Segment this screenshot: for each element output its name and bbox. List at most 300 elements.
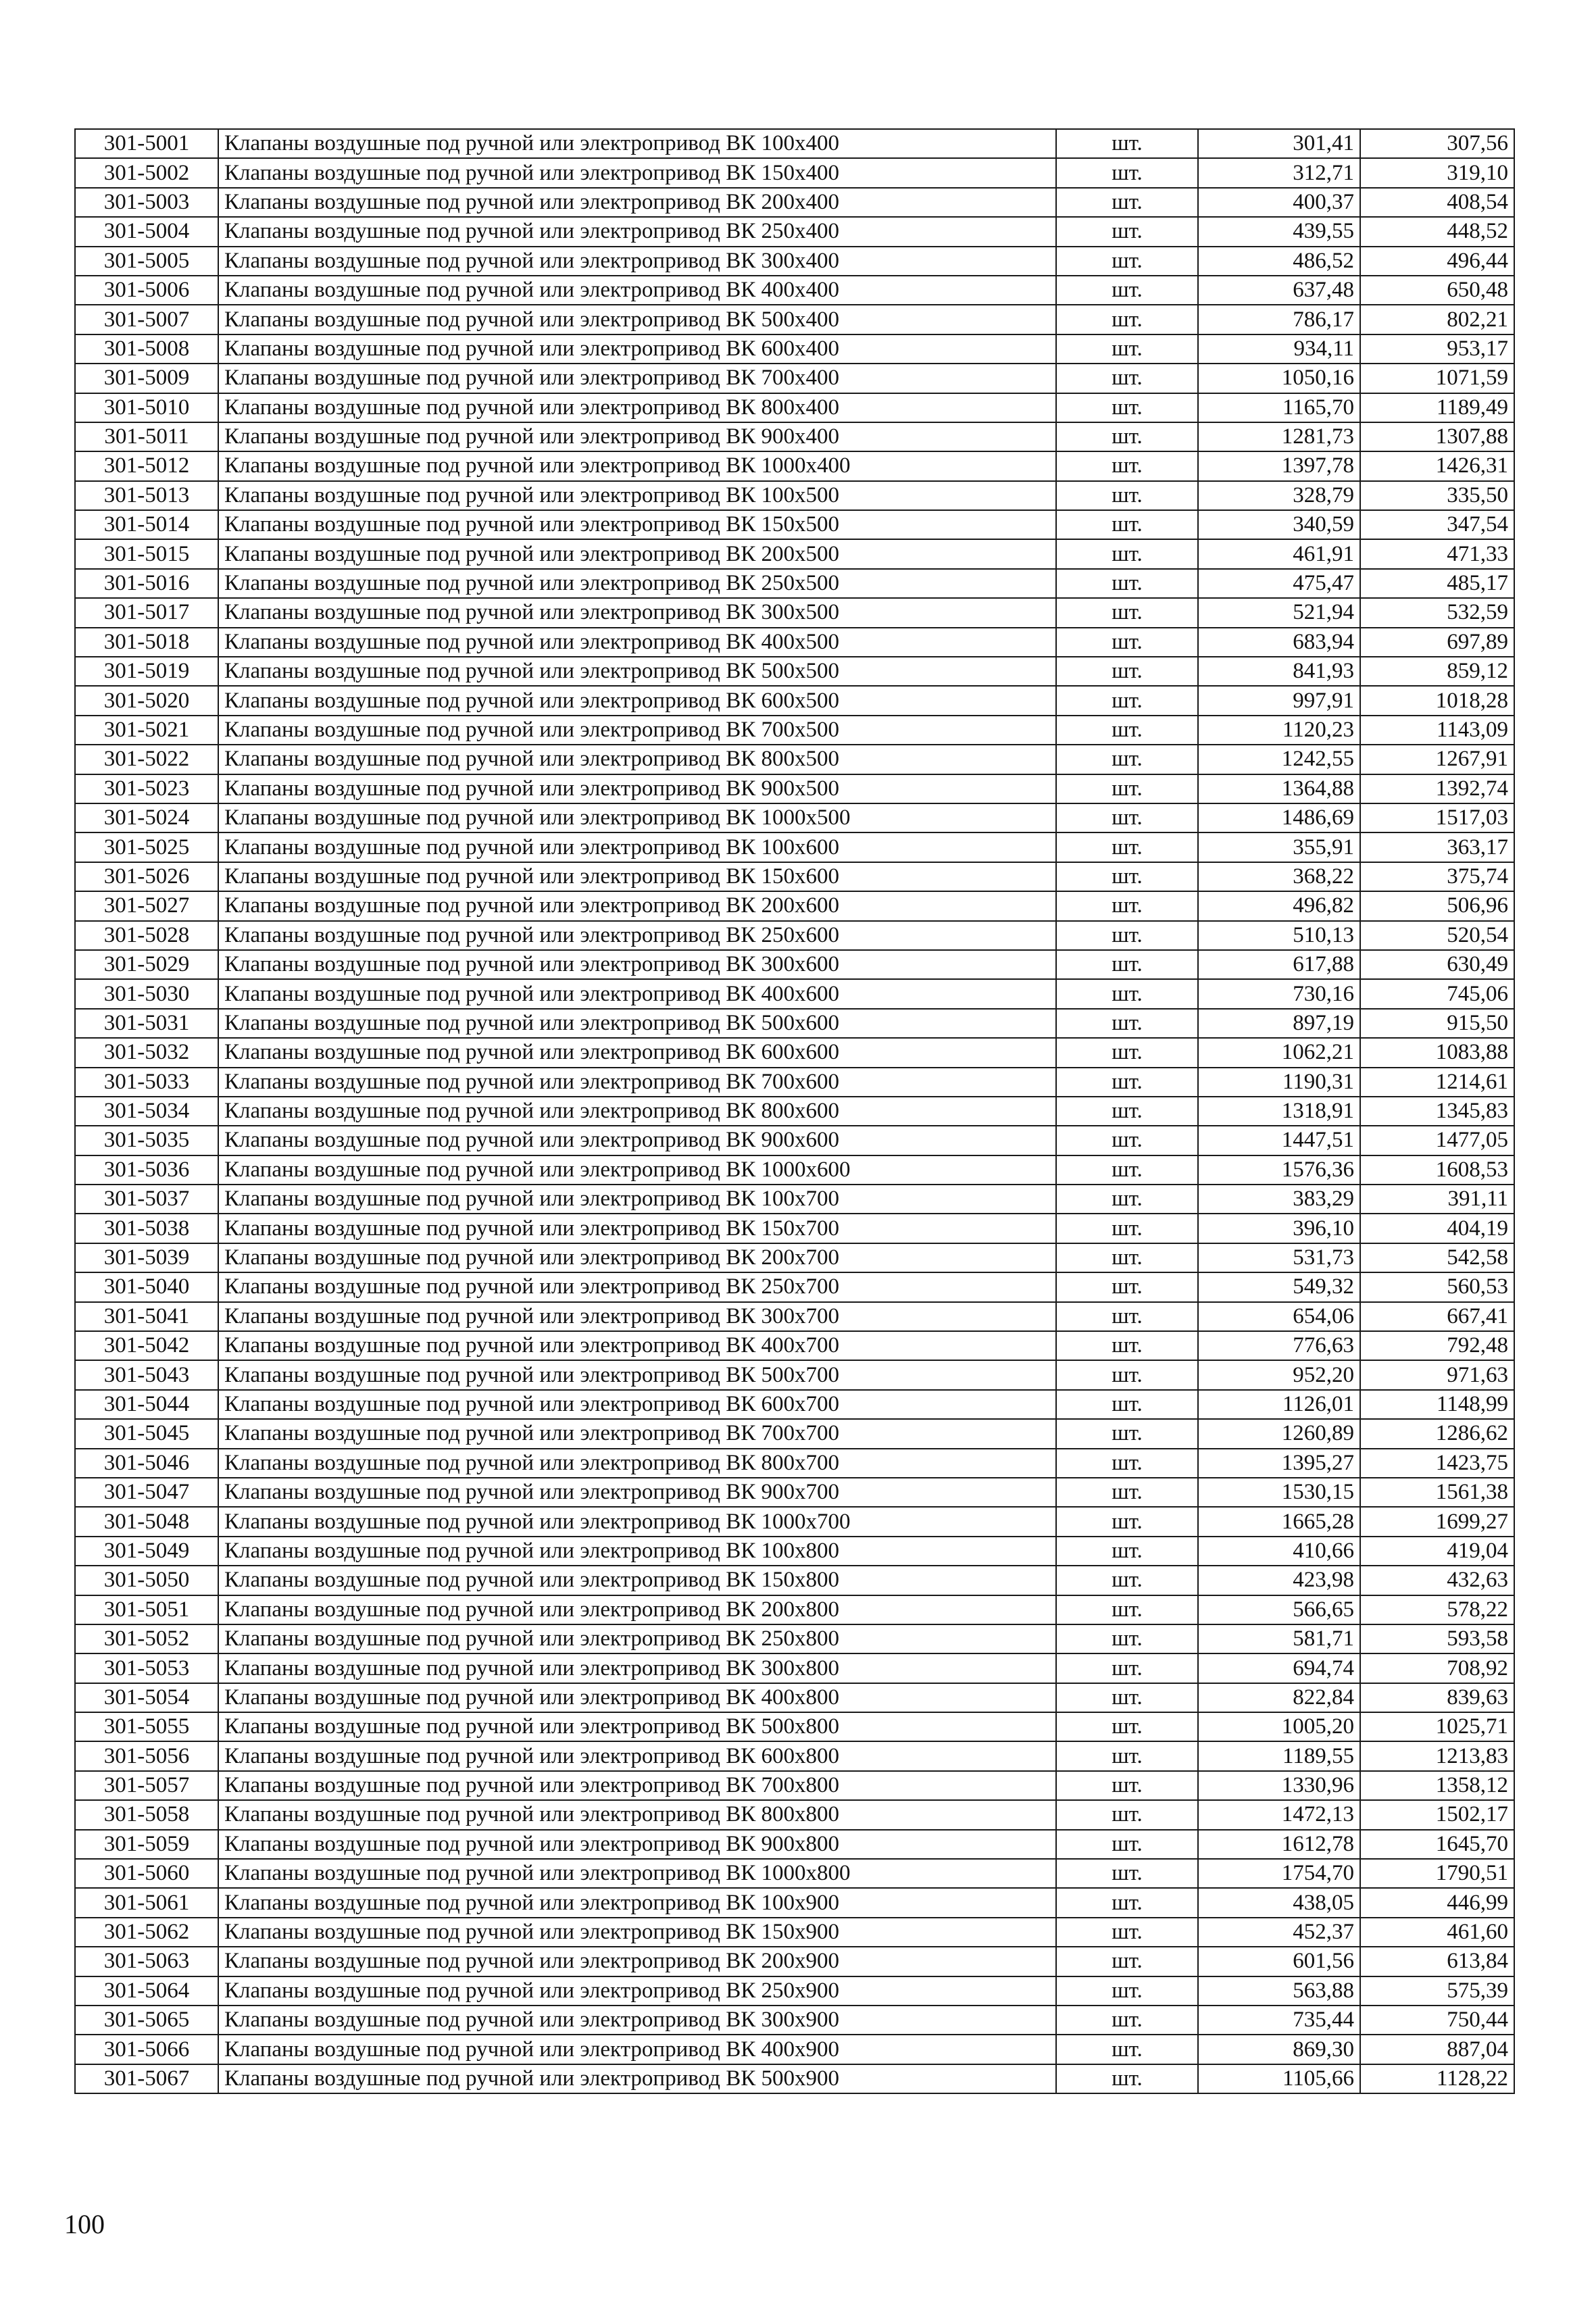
table-row	[75, 2035, 1514, 2064]
item-code: 301-5048	[75, 1507, 218, 1536]
table-row	[75, 451, 1514, 480]
table-row	[75, 1390, 1514, 1419]
item-unit: шт.	[1056, 1214, 1198, 1243]
item-price-2: 363,17	[1360, 832, 1514, 862]
table-row	[75, 364, 1514, 393]
item-price-1: 869,30	[1198, 2035, 1360, 2064]
item-price-1: 452,37	[1198, 1918, 1360, 1947]
page-number: 100	[64, 2209, 105, 2239]
item-code: 301-5020	[75, 686, 218, 715]
table-row	[75, 422, 1514, 451]
item-price-2: 1018,28	[1360, 686, 1514, 715]
table-row	[75, 1771, 1514, 1800]
item-unit: шт.	[1056, 1888, 1198, 1917]
item-price-1: 410,66	[1198, 1537, 1360, 1566]
item-code: 301-5012	[75, 451, 218, 480]
item-price-2: 1790,51	[1360, 1859, 1514, 1888]
table-row	[75, 1155, 1514, 1185]
item-price-1: 461,91	[1198, 539, 1360, 568]
item-name: Клапаны воздушные под ручной или электропривод ВК 300х900	[218, 2006, 1056, 2035]
item-name: Клапаны воздушные под ручной или электропривод ВК 600х400	[218, 334, 1056, 364]
item-unit: шт.	[1056, 1947, 1198, 1976]
item-unit: шт.	[1056, 364, 1198, 393]
table-row	[75, 832, 1514, 862]
item-code: 301-5027	[75, 891, 218, 920]
item-unit: шт.	[1056, 716, 1198, 745]
item-code: 301-5060	[75, 1859, 218, 1888]
item-code: 301-5032	[75, 1038, 218, 1067]
item-price-1: 683,94	[1198, 628, 1360, 657]
table-row	[75, 628, 1514, 657]
item-price-1: 1105,66	[1198, 2064, 1360, 2093]
item-code: 301-5006	[75, 276, 218, 305]
price-table-body	[75, 129, 1514, 2093]
item-price-1: 439,55	[1198, 217, 1360, 246]
item-price-1: 1472,13	[1198, 1800, 1360, 1829]
item-price-1: 786,17	[1198, 305, 1360, 334]
item-price-2: 1071,59	[1360, 364, 1514, 393]
table-row	[75, 481, 1514, 510]
item-name: Клапаны воздушные под ручной или электропривод ВК 200х600	[218, 891, 1056, 920]
item-price-2: 1502,17	[1360, 1800, 1514, 1829]
item-code: 301-5023	[75, 774, 218, 803]
item-price-1: 1530,15	[1198, 1478, 1360, 1507]
table-row	[75, 247, 1514, 276]
item-name: Клапаны воздушные под ручной или электропривод ВК 900х500	[218, 774, 1056, 803]
table-row	[75, 1097, 1514, 1126]
table-row	[75, 1449, 1514, 1478]
item-unit: шт.	[1056, 1683, 1198, 1712]
item-price-1: 1050,16	[1198, 364, 1360, 393]
price-table	[74, 128, 1515, 2094]
item-price-2: 1392,74	[1360, 774, 1514, 803]
item-price-2: 496,44	[1360, 247, 1514, 276]
item-price-2: 1189,49	[1360, 393, 1514, 422]
item-price-2: 697,89	[1360, 628, 1514, 657]
table-row	[75, 1038, 1514, 1067]
table-row	[75, 1800, 1514, 1829]
table-row	[75, 657, 1514, 686]
item-unit: шт.	[1056, 247, 1198, 276]
item-code: 301-5037	[75, 1185, 218, 1214]
item-code: 301-5002	[75, 158, 218, 187]
item-code: 301-5009	[75, 364, 218, 393]
item-price-1: 475,47	[1198, 569, 1360, 598]
item-unit: шт.	[1056, 1507, 1198, 1536]
item-name: Клапаны воздушные под ручной или электропривод ВК 400х400	[218, 276, 1056, 305]
table-row	[75, 1859, 1514, 1888]
item-name: Клапаны воздушные под ручной или электропривод ВК 200х700	[218, 1243, 1056, 1272]
item-price-1: 301,41	[1198, 129, 1360, 158]
item-name: Клапаны воздушные под ручной или электропривод ВК 900х600	[218, 1126, 1056, 1155]
item-unit: шт.	[1056, 950, 1198, 979]
table-row	[75, 803, 1514, 832]
item-price-1: 637,48	[1198, 276, 1360, 305]
item-unit: шт.	[1056, 686, 1198, 715]
item-name: Клапаны воздушные под ручной или электропривод ВК 500х400	[218, 305, 1056, 334]
table-row	[75, 334, 1514, 364]
item-code: 301-5016	[75, 569, 218, 598]
item-price-1: 328,79	[1198, 481, 1360, 510]
item-name: Клапаны воздушные под ручной или электропривод ВК 900х400	[218, 422, 1056, 451]
item-price-1: 521,94	[1198, 598, 1360, 627]
table-row	[75, 1272, 1514, 1301]
item-name: Клапаны воздушные под ручной или электропривод ВК 250х900	[218, 1976, 1056, 2006]
item-unit: шт.	[1056, 451, 1198, 480]
item-name: Клапаны воздушные под ручной или электропривод ВК 800х600	[218, 1097, 1056, 1126]
item-unit: шт.	[1056, 598, 1198, 627]
item-unit: шт.	[1056, 2035, 1198, 2064]
table-row	[75, 569, 1514, 598]
item-price-2: 1517,03	[1360, 803, 1514, 832]
item-name: Клапаны воздушные под ручной или электропривод ВК 800х800	[218, 1800, 1056, 1829]
item-price-1: 581,71	[1198, 1624, 1360, 1653]
item-price-1: 400,37	[1198, 188, 1360, 217]
item-price-1: 1189,55	[1198, 1741, 1360, 1770]
item-price-2: 335,50	[1360, 481, 1514, 510]
item-price-1: 735,44	[1198, 2006, 1360, 2035]
item-unit: шт.	[1056, 1653, 1198, 1683]
item-unit: шт.	[1056, 1155, 1198, 1185]
item-code: 301-5047	[75, 1478, 218, 1507]
item-price-2: 506,96	[1360, 891, 1514, 920]
item-price-2: 1128,22	[1360, 2064, 1514, 2093]
item-name: Клапаны воздушные под ручной или электропривод ВК 1000х600	[218, 1155, 1056, 1185]
item-unit: шт.	[1056, 1390, 1198, 1419]
table-row	[75, 1653, 1514, 1683]
table-row	[75, 1478, 1514, 1507]
item-price-1: 1165,70	[1198, 393, 1360, 422]
item-unit: шт.	[1056, 2064, 1198, 2093]
item-unit: шт.	[1056, 1243, 1198, 1272]
item-unit: шт.	[1056, 1331, 1198, 1360]
item-code: 301-5017	[75, 598, 218, 627]
item-unit: шт.	[1056, 1449, 1198, 1478]
item-price-1: 355,91	[1198, 832, 1360, 862]
table-row	[75, 1068, 1514, 1097]
item-code: 301-5036	[75, 1155, 218, 1185]
item-price-1: 510,13	[1198, 921, 1360, 950]
table-row	[75, 276, 1514, 305]
item-name: Клапаны воздушные под ручной или электропривод ВК 200х500	[218, 539, 1056, 568]
item-price-2: 1307,88	[1360, 422, 1514, 451]
item-price-1: 1242,55	[1198, 745, 1360, 774]
item-price-2: 630,49	[1360, 950, 1514, 979]
item-name: Клапаны воздушные под ручной или электропривод ВК 300х700	[218, 1302, 1056, 1331]
item-price-2: 1699,27	[1360, 1507, 1514, 1536]
table-row	[75, 716, 1514, 745]
item-price-2: 391,11	[1360, 1185, 1514, 1214]
table-row	[75, 217, 1514, 246]
item-unit: шт.	[1056, 1595, 1198, 1624]
table-row	[75, 1009, 1514, 1038]
table-row	[75, 1712, 1514, 1741]
item-name: Клапаны воздушные под ручной или электропривод ВК 100х500	[218, 481, 1056, 510]
item-name: Клапаны воздушные под ручной или электропривод ВК 100х600	[218, 832, 1056, 862]
item-name: Клапаны воздушные под ручной или электропривод ВК 150х500	[218, 510, 1056, 539]
item-name: Клапаны воздушные под ручной или электропривод ВК 100х700	[218, 1185, 1056, 1214]
item-unit: шт.	[1056, 129, 1198, 158]
item-name: Клапаны воздушные под ручной или электропривод ВК 500х500	[218, 657, 1056, 686]
table-row	[75, 950, 1514, 979]
table-row	[75, 1741, 1514, 1770]
item-code: 301-5067	[75, 2064, 218, 2093]
item-price-1: 776,63	[1198, 1331, 1360, 1360]
item-price-2: 708,92	[1360, 1653, 1514, 1683]
item-unit: шт.	[1056, 1830, 1198, 1859]
item-unit: шт.	[1056, 1097, 1198, 1126]
item-code: 301-5026	[75, 862, 218, 891]
item-unit: шт.	[1056, 1712, 1198, 1741]
item-price-1: 486,52	[1198, 247, 1360, 276]
item-name: Клапаны воздушные под ручной или электропривод ВК 1000х500	[218, 803, 1056, 832]
item-name: Клапаны воздушные под ручной или электропривод ВК 1000х700	[218, 1507, 1056, 1536]
item-code: 301-5011	[75, 422, 218, 451]
item-code: 301-5061	[75, 1888, 218, 1917]
item-price-1: 822,84	[1198, 1683, 1360, 1712]
item-price-1: 396,10	[1198, 1214, 1360, 1243]
item-price-2: 971,63	[1360, 1360, 1514, 1389]
item-price-1: 952,20	[1198, 1360, 1360, 1389]
item-code: 301-5003	[75, 188, 218, 217]
item-price-1: 934,11	[1198, 334, 1360, 364]
item-name: Клапаны воздушные под ручной или электропривод ВК 250х500	[218, 569, 1056, 598]
item-price-2: 593,58	[1360, 1624, 1514, 1653]
table-row	[75, 1595, 1514, 1624]
item-unit: шт.	[1056, 1918, 1198, 1947]
item-name: Клапаны воздушные под ручной или электропривод ВК 600х700	[218, 1390, 1056, 1419]
item-code: 301-5040	[75, 1272, 218, 1301]
item-price-1: 1062,21	[1198, 1038, 1360, 1067]
item-price-1: 383,29	[1198, 1185, 1360, 1214]
item-code: 301-5064	[75, 1976, 218, 2006]
item-name: Клапаны воздушные под ручной или электропривод ВК 1000х800	[218, 1859, 1056, 1888]
item-unit: шт.	[1056, 510, 1198, 539]
item-price-1: 312,71	[1198, 158, 1360, 187]
table-row	[75, 686, 1514, 715]
item-code: 301-5042	[75, 1331, 218, 1360]
table-row	[75, 393, 1514, 422]
item-price-2: 461,60	[1360, 1918, 1514, 1947]
item-name: Клапаны воздушные под ручной или электропривод ВК 300х600	[218, 950, 1056, 979]
item-unit: шт.	[1056, 334, 1198, 364]
item-price-2: 1645,70	[1360, 1830, 1514, 1859]
item-unit: шт.	[1056, 1068, 1198, 1097]
item-price-2: 520,54	[1360, 921, 1514, 950]
table-row	[75, 1507, 1514, 1536]
item-code: 301-5033	[75, 1068, 218, 1097]
item-price-2: 432,63	[1360, 1566, 1514, 1595]
item-name: Клапаны воздушные под ручной или электропривод ВК 700х500	[218, 716, 1056, 745]
item-code: 301-5031	[75, 1009, 218, 1038]
item-code: 301-5046	[75, 1449, 218, 1478]
table-row	[75, 1683, 1514, 1712]
item-price-2: 408,54	[1360, 188, 1514, 217]
item-unit: шт.	[1056, 1771, 1198, 1800]
item-unit: шт.	[1056, 539, 1198, 568]
item-name: Клапаны воздушные под ручной или электропривод ВК 500х600	[218, 1009, 1056, 1038]
item-code: 301-5025	[75, 832, 218, 862]
item-name: Клапаны воздушные под ручной или электропривод ВК 300х800	[218, 1653, 1056, 1683]
item-price-2: 307,56	[1360, 129, 1514, 158]
item-price-2: 347,54	[1360, 510, 1514, 539]
item-price-2: 1083,88	[1360, 1038, 1514, 1067]
item-code: 301-5029	[75, 950, 218, 979]
item-name: Клапаны воздушные под ручной или электропривод ВК 200х800	[218, 1595, 1056, 1624]
item-unit: шт.	[1056, 1419, 1198, 1448]
item-unit: шт.	[1056, 1859, 1198, 1888]
item-price-1: 368,22	[1198, 862, 1360, 891]
item-code: 301-5044	[75, 1390, 218, 1419]
item-price-1: 654,06	[1198, 1302, 1360, 1331]
table-row	[75, 979, 1514, 1008]
table-row	[75, 1976, 1514, 2006]
item-unit: шт.	[1056, 1272, 1198, 1301]
item-name: Клапаны воздушные под ручной или электропривод ВК 900х700	[218, 1478, 1056, 1507]
item-code: 301-5007	[75, 305, 218, 334]
item-unit: шт.	[1056, 1038, 1198, 1067]
item-price-1: 1486,69	[1198, 803, 1360, 832]
item-price-2: 887,04	[1360, 2035, 1514, 2064]
item-code: 301-5008	[75, 334, 218, 364]
item-price-1: 1754,70	[1198, 1859, 1360, 1888]
item-name: Клапаны воздушные под ручной или электропривод ВК 250х400	[218, 217, 1056, 246]
item-price-2: 1608,53	[1360, 1155, 1514, 1185]
item-price-1: 1005,20	[1198, 1712, 1360, 1741]
item-price-2: 667,41	[1360, 1302, 1514, 1331]
item-price-2: 1025,71	[1360, 1712, 1514, 1741]
item-price-2: 1214,61	[1360, 1068, 1514, 1097]
table-row	[75, 891, 1514, 920]
item-price-2: 1358,12	[1360, 1771, 1514, 1800]
table-row	[75, 921, 1514, 950]
item-unit: шт.	[1056, 803, 1198, 832]
item-price-1: 1190,31	[1198, 1068, 1360, 1097]
item-unit: шт.	[1056, 891, 1198, 920]
item-price-2: 419,04	[1360, 1537, 1514, 1566]
table-row	[75, 598, 1514, 627]
item-price-2: 792,48	[1360, 1331, 1514, 1360]
item-unit: шт.	[1056, 832, 1198, 862]
item-code: 301-5056	[75, 1741, 218, 1770]
table-row	[75, 1624, 1514, 1653]
item-price-2: 750,44	[1360, 2006, 1514, 2035]
item-price-2: 1143,09	[1360, 716, 1514, 745]
item-price-2: 1267,91	[1360, 745, 1514, 774]
price-sheet	[74, 128, 1514, 2094]
item-name: Клапаны воздушные под ручной или электропривод ВК 700х700	[218, 1419, 1056, 1448]
item-name: Клапаны воздушные под ручной или электропривод ВК 700х800	[218, 1771, 1056, 1800]
item-price-1: 1318,91	[1198, 1097, 1360, 1126]
item-code: 301-5039	[75, 1243, 218, 1272]
item-code: 301-5041	[75, 1302, 218, 1331]
item-name: Клапаны воздушные под ручной или электропривод ВК 400х900	[218, 2035, 1056, 2064]
item-name: Клапаны воздушные под ручной или электропривод ВК 100х400	[218, 129, 1056, 158]
item-price-1: 1120,23	[1198, 716, 1360, 745]
item-code: 301-5038	[75, 1214, 218, 1243]
item-name: Клапаны воздушные под ручной или электропривод ВК 250х800	[218, 1624, 1056, 1653]
item-price-2: 1213,83	[1360, 1741, 1514, 1770]
item-price-1: 1281,73	[1198, 422, 1360, 451]
item-price-2: 802,21	[1360, 305, 1514, 334]
item-price-1: 438,05	[1198, 1888, 1360, 1917]
item-unit: шт.	[1056, 158, 1198, 187]
table-row	[75, 1126, 1514, 1155]
item-price-2: 1426,31	[1360, 451, 1514, 480]
item-name: Клапаны воздушные под ручной или электропривод ВК 150х400	[218, 158, 1056, 187]
table-row	[75, 1566, 1514, 1595]
item-price-1: 340,59	[1198, 510, 1360, 539]
table-row	[75, 510, 1514, 539]
table-row	[75, 1214, 1514, 1243]
item-code: 301-5045	[75, 1419, 218, 1448]
item-name: Клапаны воздушные под ручной или электропривод ВК 600х800	[218, 1741, 1056, 1770]
item-unit: шт.	[1056, 1009, 1198, 1038]
table-row	[75, 862, 1514, 891]
item-unit: шт.	[1056, 276, 1198, 305]
item-code: 301-5049	[75, 1537, 218, 1566]
table-row	[75, 2064, 1514, 2093]
item-price-1: 496,82	[1198, 891, 1360, 920]
item-price-1: 841,93	[1198, 657, 1360, 686]
item-code: 301-5059	[75, 1830, 218, 1859]
item-name: Клапаны воздушные под ручной или электропривод ВК 800х500	[218, 745, 1056, 774]
item-unit: шт.	[1056, 1566, 1198, 1595]
table-row	[75, 539, 1514, 568]
item-price-1: 1447,51	[1198, 1126, 1360, 1155]
item-price-1: 1260,89	[1198, 1419, 1360, 1448]
item-code: 301-5035	[75, 1126, 218, 1155]
item-price-2: 375,74	[1360, 862, 1514, 891]
item-unit: шт.	[1056, 628, 1198, 657]
item-code: 301-5054	[75, 1683, 218, 1712]
item-code: 301-5052	[75, 1624, 218, 1653]
item-code: 301-5057	[75, 1771, 218, 1800]
item-name: Клапаны воздушные под ручной или электропривод ВК 700х600	[218, 1068, 1056, 1097]
item-price-1: 566,65	[1198, 1595, 1360, 1624]
item-name: Клапаны воздушные под ручной или электропривод ВК 1000х400	[218, 451, 1056, 480]
table-row	[75, 1302, 1514, 1331]
item-name: Клапаны воздушные под ручной или электропривод ВК 500х800	[218, 1712, 1056, 1741]
item-price-1: 423,98	[1198, 1566, 1360, 1595]
item-name: Клапаны воздушные под ручной или электропривод ВК 400х700	[218, 1331, 1056, 1360]
table-row	[75, 1185, 1514, 1214]
item-name: Клапаны воздушные под ручной или электропривод ВК 600х600	[218, 1038, 1056, 1067]
item-code: 301-5028	[75, 921, 218, 950]
item-price-1: 1612,78	[1198, 1830, 1360, 1859]
item-code: 301-5062	[75, 1918, 218, 1947]
item-code: 301-5034	[75, 1097, 218, 1126]
item-price-1: 997,91	[1198, 686, 1360, 715]
item-name: Клапаны воздушные под ручной или электропривод ВК 400х500	[218, 628, 1056, 657]
item-name: Клапаны воздушные под ручной или электропривод ВК 400х800	[218, 1683, 1056, 1712]
item-price-1: 694,74	[1198, 1653, 1360, 1683]
item-code: 301-5005	[75, 247, 218, 276]
item-unit: шт.	[1056, 569, 1198, 598]
item-code: 301-5058	[75, 1800, 218, 1829]
item-code: 301-5018	[75, 628, 218, 657]
item-code: 301-5015	[75, 539, 218, 568]
item-price-2: 532,59	[1360, 598, 1514, 627]
item-price-2: 1148,99	[1360, 1390, 1514, 1419]
item-price-1: 1330,96	[1198, 1771, 1360, 1800]
item-unit: шт.	[1056, 1478, 1198, 1507]
item-name: Клапаны воздушные под ручной или электропривод ВК 700х400	[218, 364, 1056, 393]
item-name: Клапаны воздушные под ручной или электропривод ВК 150х800	[218, 1566, 1056, 1595]
item-price-2: 650,48	[1360, 276, 1514, 305]
item-price-1: 1665,28	[1198, 1507, 1360, 1536]
item-price-2: 485,17	[1360, 569, 1514, 598]
